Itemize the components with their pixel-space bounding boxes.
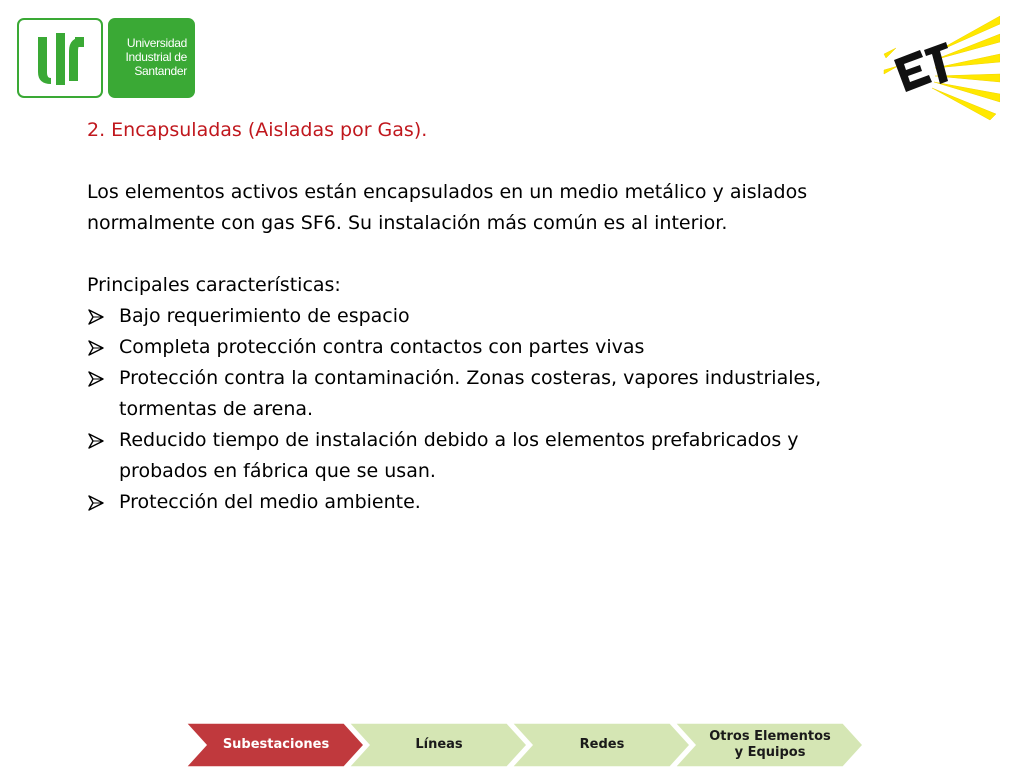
characteristics-title: Principales características: <box>87 274 341 296</box>
arrow-bullet-icon <box>88 340 104 356</box>
list-item-text-continued: tormentas de arena. <box>119 398 314 420</box>
nav-redes-label: Redes <box>579 737 625 752</box>
paragraph-line-1: Los elementos activos están encapsulados en un medio metálico y aislados <box>87 181 808 203</box>
nav-subestaciones-label: Subestaciones <box>222 737 330 752</box>
arrow-bullet-icon <box>88 433 104 449</box>
university-name-line3: Santander <box>134 64 187 78</box>
list-item <box>87 487 927 518</box>
list-item-text-continued: probados en fábrica que se usan. <box>119 460 436 482</box>
uis-emblem <box>17 18 103 98</box>
list-item-text: Reducido tiempo de instalación debido a los elementos prefabricados y <box>119 429 799 451</box>
arrow-bullet-icon <box>88 371 104 387</box>
section-navigation <box>186 723 866 767</box>
nav-subestaciones[interactable] <box>186 723 366 767</box>
slide-heading: 2. Encapsuladas (Aisladas por Gas). <box>87 119 428 141</box>
slide-content <box>87 115 927 518</box>
list-item <box>87 301 927 332</box>
list-item <box>87 363 927 425</box>
university-logo <box>17 18 195 100</box>
characteristics-list <box>87 301 927 518</box>
uis-monogram-icon <box>36 33 86 85</box>
arrow-bullet-icon <box>88 309 104 325</box>
list-item-text: Completa protección contra contactos con partes vivas <box>119 336 645 358</box>
university-name <box>108 18 195 98</box>
list-item-text: Protección del medio ambiente. <box>119 491 421 513</box>
list-item-text: Bajo requerimiento de espacio <box>119 305 410 327</box>
nav-otros-elementos-label-line1: Otros Elementos <box>709 729 831 744</box>
nav-lineas-label: Líneas <box>415 737 463 752</box>
nav-redes[interactable] <box>512 723 692 767</box>
arrow-bullet-icon <box>88 495 104 511</box>
nav-otros-elementos-label-line2: y Equipos <box>734 745 806 760</box>
university-name-line2: Industrial de <box>125 50 187 64</box>
nav-otros-elementos[interactable] <box>675 723 865 767</box>
et-logo <box>880 14 1000 122</box>
list-item <box>87 425 927 487</box>
paragraph-line-2: normalmente con gas SF6. Su instalación más común es al interior. <box>87 212 728 234</box>
list-item-text: Protección contra la contaminación. Zonas costeras, vapores industriales, <box>119 367 822 389</box>
nav-lineas[interactable] <box>349 723 529 767</box>
university-name-line1: Universidad <box>126 36 187 50</box>
list-item <box>87 332 927 363</box>
nav-otros-elementos-label <box>675 723 865 767</box>
et-logo-icon <box>880 14 1000 122</box>
